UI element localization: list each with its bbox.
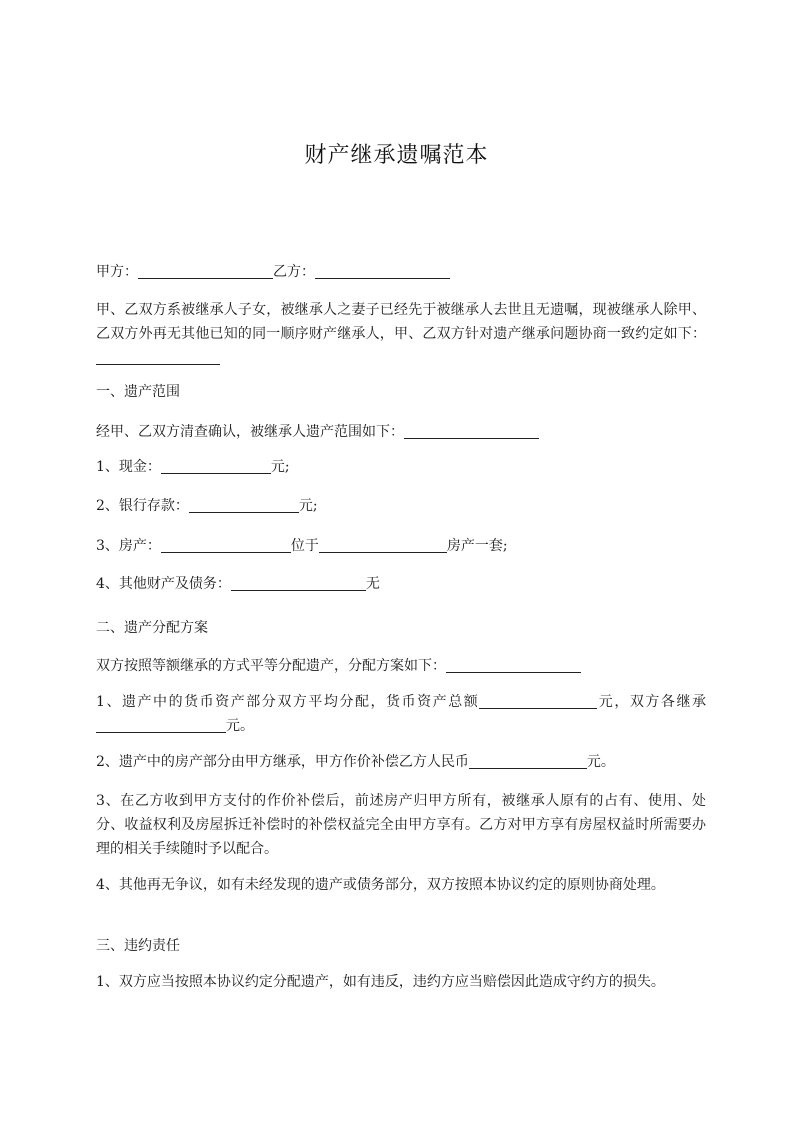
section1-lead-blank[interactable] bbox=[404, 421, 539, 439]
other-suffix: 无 bbox=[365, 576, 380, 592]
section2-lead-text: 双方按照等额继承的方式平等分配遗产，分配方案如下： bbox=[96, 658, 446, 674]
document-title: 财产继承遗嘱范本 bbox=[304, 143, 489, 168]
other-blank[interactable] bbox=[231, 573, 366, 591]
section2-lead bbox=[96, 654, 704, 678]
estate-item-house bbox=[96, 534, 704, 558]
distribution-item-1-text-c: 元。 bbox=[226, 718, 254, 734]
house-location-blank[interactable] bbox=[319, 535, 447, 553]
estate-item-other bbox=[96, 572, 704, 596]
distribution-item-1-text-b: 元，双方各继承 bbox=[597, 694, 707, 710]
other-label: 4、其他财产及债务： bbox=[96, 576, 231, 592]
distribution-item-4: 4、其他再无争议，如有未经发现的遗产或债务部分，双方按照本协议约定的原则协商处理。 bbox=[96, 877, 665, 893]
section2-lead-blank[interactable] bbox=[446, 655, 581, 673]
intro-paragraph bbox=[96, 298, 706, 370]
section1-lead bbox=[96, 420, 704, 444]
cash-blank[interactable] bbox=[161, 456, 271, 474]
section3-heading: 三、违约责任 bbox=[96, 938, 180, 954]
distribution-item-3: 3、在乙方收到甲方支付的作价补偿后，前述房产归甲方所有，被继承人原有的占有、使用、处分、收益权利及房屋拆迁补偿时的补偿权益完全由甲方享有。乙方对甲方享有房屋权益时所需要办理的相关手续随时予以配合。 bbox=[96, 793, 706, 857]
house-location-label: 位于 bbox=[290, 538, 319, 554]
distribution-item-1 bbox=[96, 690, 706, 738]
parties-line bbox=[96, 260, 704, 284]
intro-text: 甲、乙双方系被继承人子女，被继承人之妻子已经先于被继承人去世且无遗嘱，现被继承人除甲、乙双方外再无其他已知的同一顺序财产继承人，甲、乙双方针对遗产继承问题协商一致约定如下： bbox=[96, 302, 706, 342]
estate-item-cash bbox=[96, 455, 704, 479]
intro-blank[interactable] bbox=[96, 347, 220, 365]
monetary-share-blank[interactable] bbox=[96, 715, 226, 733]
distribution-item-2 bbox=[96, 750, 704, 774]
party-b-label: 乙方： bbox=[273, 264, 315, 280]
party-b-blank[interactable] bbox=[315, 261, 450, 279]
party-a-blank[interactable] bbox=[138, 261, 273, 279]
bank-unit: 元; bbox=[298, 498, 318, 514]
monetary-total-blank[interactable] bbox=[479, 691, 597, 709]
bank-label: 2、银行存款： bbox=[96, 498, 189, 514]
house-blank-1[interactable] bbox=[161, 535, 291, 553]
house-suffix: 房产一套; bbox=[446, 538, 508, 554]
section2-heading: 二、遗产分配方案 bbox=[96, 620, 208, 636]
distribution-item-2-text-b: 元。 bbox=[586, 754, 615, 770]
house-label: 3、房产： bbox=[96, 538, 161, 554]
bank-blank[interactable] bbox=[189, 495, 299, 513]
cash-unit: 元; bbox=[270, 459, 290, 475]
section1-lead-text: 经甲、乙双方清查确认，被继承人遗产范围如下： bbox=[96, 424, 404, 440]
distribution-item-2-text-a: 2、遗产中的房产部分由甲方继承，甲方作价补偿乙方人民币 bbox=[96, 754, 469, 770]
cash-label: 1、现金： bbox=[96, 459, 161, 475]
section1-heading: 一、遗产范围 bbox=[96, 384, 180, 400]
liability-item-1: 1、双方应当按照本协议约定分配遗产，如有违反，违约方应当赔偿因此造成守约方的损失。 bbox=[96, 974, 665, 990]
estate-item-bank bbox=[96, 494, 704, 518]
compensation-blank[interactable] bbox=[469, 751, 587, 769]
distribution-item-1-text-a: 1、遗产中的货币资产部分双方平均分配，货币资产总额 bbox=[96, 694, 480, 710]
party-a-label: 甲方： bbox=[96, 264, 138, 280]
